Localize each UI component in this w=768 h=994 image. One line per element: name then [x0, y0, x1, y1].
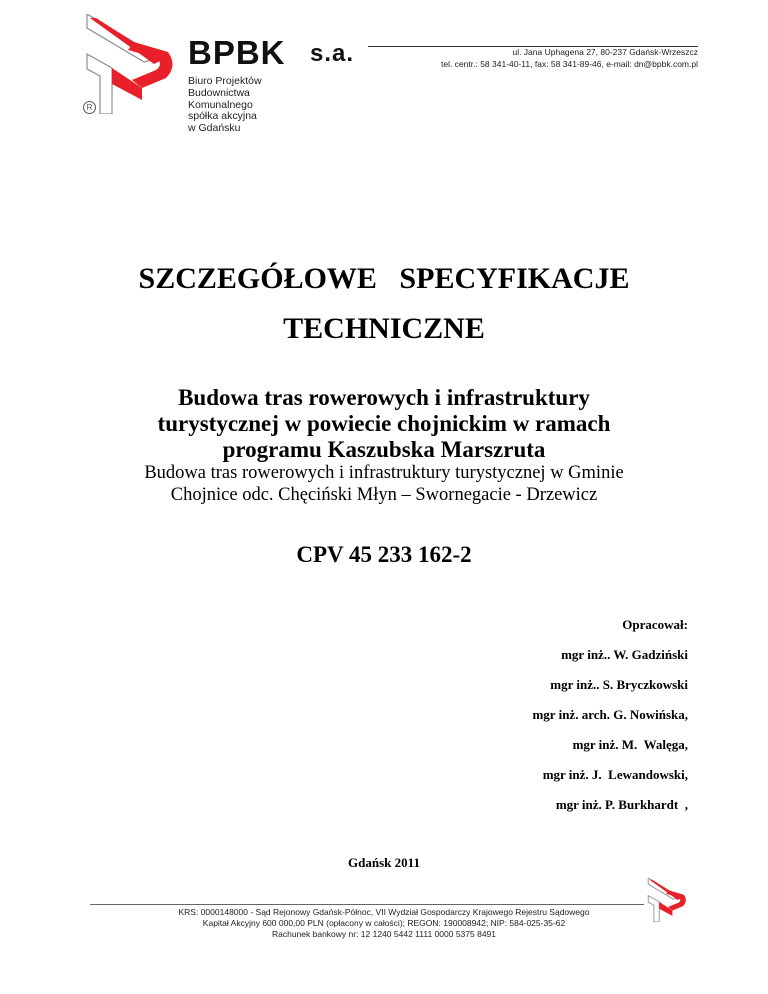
authors-block — [532, 610, 688, 820]
company-name — [188, 76, 262, 135]
company-name-line: spółka akcyjna — [188, 110, 257, 123]
cpv-code: CPV 45 233 162-2 — [296, 542, 472, 567]
description-line: Chojnice odc. Chęciński Młyn – Swornegacie - Drzewicz — [170, 485, 598, 505]
project-title — [0, 385, 768, 463]
footer-line: KRS: 0000148000 - Sąd Rejonowy Gdańsk-Północ, VII Wydział Gospodarczy Krajowego Rejestru Sądowego — [178, 907, 590, 917]
project-title-line: programu Kaszubska Marszruta — [222, 437, 546, 462]
project-description — [0, 462, 768, 506]
company-name-line: w Gdańsku — [188, 122, 241, 135]
company-name-line: Biuro Projektów — [188, 75, 262, 87]
project-title-line: Budowa tras rowerowych i infrastruktury — [178, 385, 590, 410]
document-title-line2: TECHNICZNE — [283, 312, 485, 345]
footer-line: Rachunek bankowy nr: 12 1240 5442 1111 0000 5375 8491 — [271, 929, 496, 939]
company-name-line: Komunalnego — [188, 98, 253, 111]
brand-name: BPBK — [188, 34, 286, 71]
registered-mark: R — [83, 101, 96, 114]
author-name: mgr inż.. S. Bryczkowski — [550, 677, 688, 692]
author-name: mgr inż. J. Lewandowski, — [542, 767, 688, 782]
header-address — [441, 47, 698, 71]
project-title-line: turystycznej w powiecie chojnickim w ramach — [157, 411, 611, 436]
author-name: mgr inż. M. Walęga, — [572, 737, 688, 752]
author-name: mgr inż. arch. G. Nowińska, — [532, 707, 688, 722]
footer-company-info — [0, 907, 768, 940]
brand-suffix: s.a. — [310, 40, 355, 67]
author-name: mgr inż.. W. Gadziński — [561, 647, 688, 662]
prepared-by-label: Opracował: — [622, 617, 688, 632]
footer-divider — [90, 904, 644, 905]
description-line: Budowa tras rowerowych i infrastruktury turystycznej w Gminie — [144, 463, 624, 483]
address-line: ul. Jana Uphagena 27, 80-237 Gdańsk-Wrzeszcz — [512, 47, 698, 57]
bpbk-logo-icon — [82, 14, 182, 114]
contact-line: tel. centr.: 58 341-40-11, fax: 58 341-89-46, e-mail: dn@bpbk.com.pl — [440, 58, 698, 69]
document-title-line1: SZCZEGÓŁOWE SPECYFIKACJE — [138, 262, 630, 295]
place-date: Gdańsk 2011 — [348, 855, 420, 870]
company-name-line: Budownictwa — [188, 86, 250, 99]
footer-line: Kapitał Akcyjny 600 000,00 PLN (opłacony w całości); REGON: 190008942; NIP: 584-025-35-62 — [202, 918, 566, 928]
author-name: mgr inż. P. Burkhardt , — [555, 797, 688, 812]
